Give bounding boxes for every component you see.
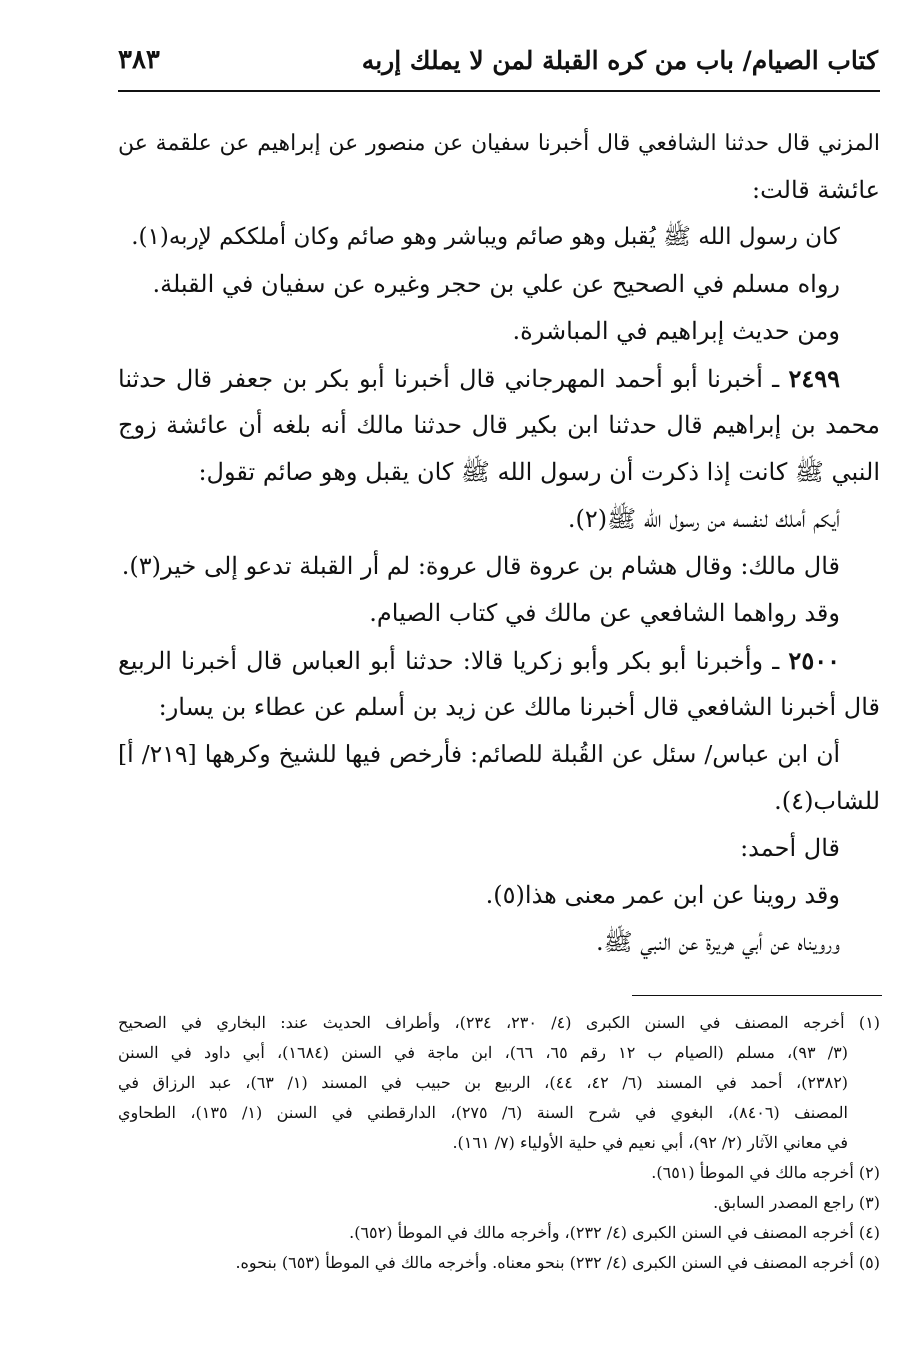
hadith-number: ٢٤٩٩: [788, 364, 840, 393]
footnote-2: (٢) أخرجه مالك في الموطأ (٦٥١).: [651, 1163, 880, 1182]
footnote-3: (٣) راجع المصدر السابق.: [713, 1193, 880, 1212]
text-line: للشاب(٤).: [774, 787, 880, 815]
footnote-4: (٤) أخرجه المصنف في السنن الكبرى (٤/ ٢٣٢)، وأخرجه مالك في الموطأ (٦٥٢).: [349, 1223, 880, 1242]
text-line: المزني قال حدثنا الشافعي قال أخبرنا سفيان عن منصور عن إبراهيم عن علقمة عن: [118, 131, 880, 156]
text-line: قال مالك: وقال هشام بن عروة قال عروة: لم أر القبلة تدعو إلى خير(٣).: [121, 552, 840, 580]
footnote-1-cont: في معاني الآثار (٢/ ٩٢)، أبي نعيم في حلية الأولياء (٧/ ١٦١).: [452, 1133, 848, 1152]
page-number: ٣٨٣: [118, 45, 160, 75]
text-line: محمد بن إبراهيم قال حدثنا ابن بكير قال حدثنا مالك أنه بلغه أن عائشة زوج: [118, 411, 880, 439]
text-line: قال أحمد:: [740, 834, 840, 862]
text-line: ورويناه عن أبي هريرة عن النبي ﷺ.: [595, 928, 840, 956]
chapter-title: كتاب الصيام/ باب من كره القبلة لمن لا يملك إربه: [361, 45, 878, 75]
text-line: عائشة قالت:: [752, 176, 880, 204]
hadith-number: ٢٥٠٠: [788, 646, 840, 675]
footnotes: [118, 1008, 880, 1278]
footnote-1: (١) أخرجه المصنف في السنن الكبرى (٤/ ٢٣٠، ٢٣٤)، وأطراف الحديث عند: البخاري في الصحيح: [118, 1013, 881, 1032]
text-line: قال أخبرنا الشافعي قال أخبرنا مالك عن زيد بن أسلم عن عطاء بن يسار:: [158, 693, 880, 721]
text-line: وقد رواهما الشافعي عن مالك في كتاب الصيام.: [369, 599, 840, 627]
footnote-1-cont: (٣/ ٩٣)، مسلم (الصيام ب ١٢ رقم ٦٥، ٦٦)، ابن ماجة في السنن (١٦٨٤)، أبي داود في السنن: [118, 1043, 849, 1062]
hadith-text: أن ابن عباس/ سئل عن القُبلة للصائم: فأرخص فيها للشيخ وكرهها [٢١٩/ أ]: [118, 740, 840, 768]
main-text: [118, 120, 880, 966]
footnote-1-cont: (٢٣٨٢)، أحمد في المسند (٦/ ٤٢، ٤٤)، الربيع بن حبيب في المسند (١/ ٦٣)، عبد الرزاق في: [118, 1073, 849, 1092]
text-line: ومن حديث إبراهيم في المباشرة.: [512, 317, 840, 345]
footnote-5: (٥) أخرجه المصنف في السنن الكبرى (٤/ ٢٣٢) بنحو معناه. وأخرجه مالك في الموطأ (٦٥٣) بنحوه.: [235, 1253, 880, 1272]
hadith-entry: ٢٥٠٠ ـ وأخبرنا أبو بكر وأبو زكريا قالا: حدثنا أبو العباس قال أخبرنا الربيع: [118, 646, 840, 675]
hadith-entry: ٢٤٩٩ ـ أخبرنا أبو أحمد المهرجاني قال أخبرنا أبو بكر بن جعفر قال حدثنا: [118, 364, 840, 393]
hadith-text: أيكم أملك لنفسه من رسول الله ﷺ(٢).: [567, 505, 840, 533]
text-line: رواه مسلم في الصحيح عن علي بن حجر وغيره عن سفيان في القبلة.: [152, 270, 840, 298]
running-header: [118, 38, 878, 82]
footnote-1-cont: المصنف (٨٤٠٦)، البغوي في شرح السنة (٦/ ٢٧٥)، الدارقطني في السنن (١/ ١٣٥)، الطحاوي: [118, 1103, 849, 1122]
header-rule: [118, 90, 880, 92]
footnote-rule: [632, 995, 882, 996]
text-line: وقد روينا عن ابن عمر معنى هذا(٥).: [485, 881, 840, 909]
text-line: النبي ﷺ كانت إذا ذكرت أن رسول الله ﷺ كان يقبل وهو صائم تقول:: [198, 458, 880, 486]
hadith-text: كان رسول الله ﷺ يُقبل وهو صائم ويباشر وهو صائم وكان أملككم لإربه(١).: [131, 224, 840, 250]
